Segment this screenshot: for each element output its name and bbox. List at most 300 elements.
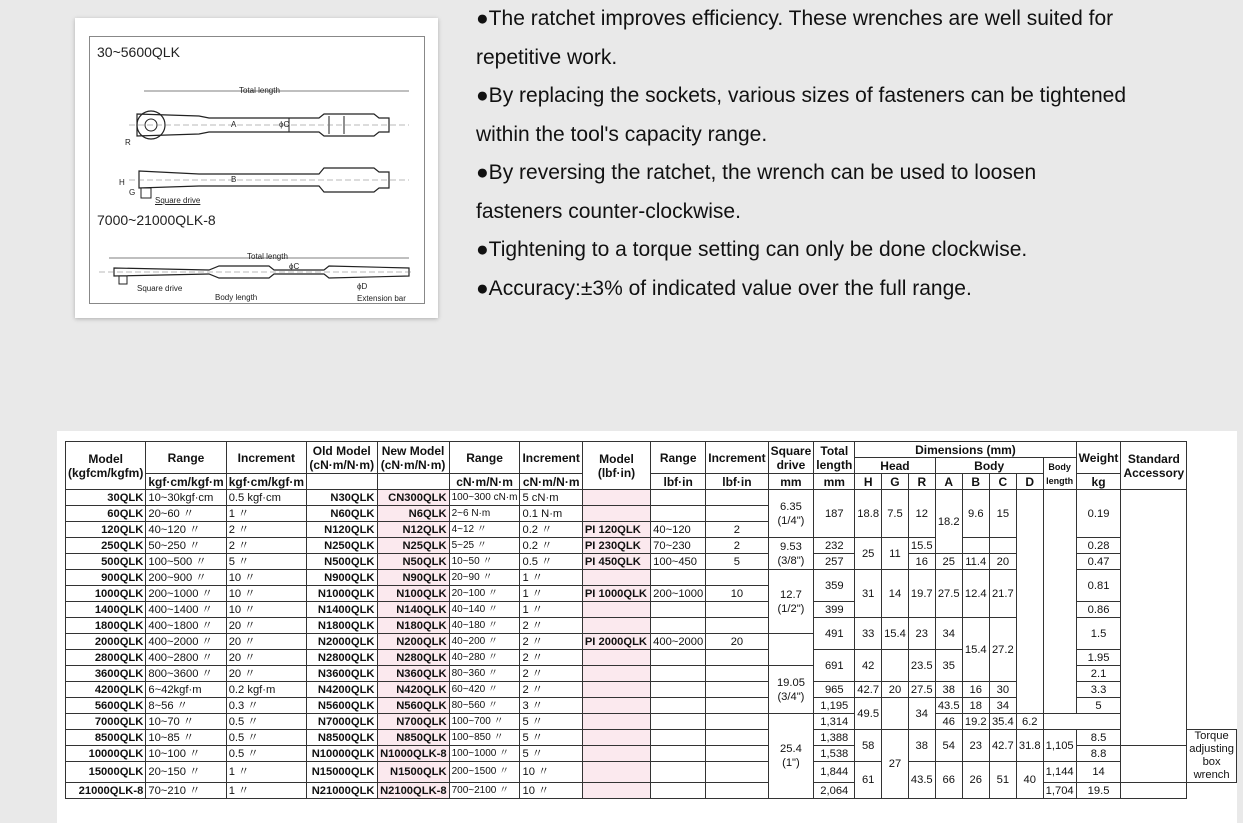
header-square-drive: Square drive bbox=[768, 442, 814, 474]
cell-b-blank bbox=[962, 538, 989, 554]
callout-c-2: ϕC bbox=[289, 262, 300, 271]
cell-increment-2: 2 〃 bbox=[520, 682, 582, 698]
cell-increment-2: 5 〃 bbox=[520, 730, 582, 746]
cell-range-2: 100~300 cN·m bbox=[449, 490, 520, 506]
cell-h: 33 bbox=[855, 618, 882, 650]
cell-lbf-range bbox=[651, 666, 706, 682]
cell-lbf-range bbox=[651, 730, 706, 746]
wrench-diagram-card bbox=[75, 18, 438, 318]
cell-total-length: 1,844 bbox=[814, 762, 855, 783]
cell-lbf-model bbox=[582, 746, 650, 762]
cell-lbf-model bbox=[582, 730, 650, 746]
cell-h: 31 bbox=[855, 570, 882, 618]
cell-total-length: 2,064 bbox=[814, 783, 855, 799]
header-body: Body bbox=[935, 458, 1043, 474]
cell-range: 10~70 〃 bbox=[146, 714, 226, 730]
cell-total-length: 257 bbox=[814, 554, 855, 570]
cell-weight: 8.5 bbox=[1076, 730, 1121, 746]
wrench-drawing bbox=[89, 36, 425, 304]
cell-total-length: 399 bbox=[814, 602, 855, 618]
cell-old-model: N15000QLK bbox=[307, 762, 377, 783]
callout-extension-bar: Extension bar bbox=[357, 294, 406, 303]
diagram-label-bottom: 7000~21000QLK-8 bbox=[97, 212, 216, 228]
cell-range: 800~3600 〃 bbox=[146, 666, 226, 682]
cell-c: 27.2 bbox=[989, 618, 1016, 682]
cell-lbf-inc bbox=[706, 650, 768, 666]
cell-lbf-inc: 10 bbox=[706, 586, 768, 602]
cell-r: 12 bbox=[908, 490, 935, 538]
cell-g: 14 bbox=[882, 570, 909, 618]
cell-new-model: N2100QLK-8 bbox=[377, 783, 449, 799]
cell-r: 43.5 bbox=[908, 762, 935, 799]
cell-c: 20 bbox=[989, 554, 1016, 570]
cell-range: 10~100 〃 bbox=[146, 746, 226, 762]
cell-increment-2: 10 〃 bbox=[520, 783, 582, 799]
cell-g: 11 bbox=[882, 538, 909, 570]
cell-h: 49.5 bbox=[855, 698, 882, 730]
cell-range: 6~42kgf·m bbox=[146, 682, 226, 698]
cell-lbf-range bbox=[651, 783, 706, 799]
header-accessory: Standard Accessory bbox=[1121, 442, 1187, 490]
cell-r: 38 bbox=[908, 730, 935, 762]
cell-h: 25 bbox=[855, 538, 882, 570]
bullet-line: ●The ratchet improves efficiency. These wrenches are well suited for bbox=[476, 7, 1114, 30]
feature-bullets bbox=[476, 0, 1216, 308]
cell-h: 58 bbox=[855, 730, 882, 762]
cell-increment: 2 〃 bbox=[226, 538, 306, 554]
cell-old-model: N120QLK bbox=[307, 522, 377, 538]
cell-h: 42 bbox=[855, 650, 882, 682]
cell-range: 10~30kgf·cm bbox=[146, 490, 226, 506]
cell-square-drive: 19.05 (3/4") bbox=[768, 666, 814, 714]
cell-range-2: 4~12 〃 bbox=[449, 522, 520, 538]
cell-increment: 1 〃 bbox=[226, 783, 306, 799]
cell-weight: 2.1 bbox=[1076, 666, 1121, 682]
cell-new-model: N560QLK bbox=[377, 698, 449, 714]
unit-weight: kg bbox=[1076, 474, 1121, 490]
cell-new-model: N25QLK bbox=[377, 538, 449, 554]
cell-increment-2: 2 〃 bbox=[520, 666, 582, 682]
cell-range: 50~250 〃 bbox=[146, 538, 226, 554]
cell-model: 1000QLK bbox=[66, 586, 146, 602]
cell-old-model: N900QLK bbox=[307, 570, 377, 586]
cell-range-2: 2~6 N·m bbox=[449, 506, 520, 522]
cell-increment: 10 〃 bbox=[226, 570, 306, 586]
cell-lbf-range bbox=[651, 762, 706, 783]
cell-range-2: 700~2100 〃 bbox=[449, 783, 520, 799]
cell-a: 54 bbox=[935, 730, 962, 762]
cell-increment-2: 0.2 〃 bbox=[520, 522, 582, 538]
cell-new-model: N140QLK bbox=[377, 602, 449, 618]
cell-model: 4200QLK bbox=[66, 682, 146, 698]
cell-body-length: 1,144 bbox=[1043, 762, 1076, 783]
cell-range-2: 40~140 〃 bbox=[449, 602, 520, 618]
cell-increment: 10 〃 bbox=[226, 602, 306, 618]
cell-range-2: 80~360 〃 bbox=[449, 666, 520, 682]
cell-model: 21000QLK-8 bbox=[66, 783, 146, 799]
cell-old-model: N30QLK bbox=[307, 490, 377, 506]
cell-b: 16 bbox=[962, 682, 989, 698]
cell-increment: 20 〃 bbox=[226, 666, 306, 682]
cell-new-model: N280QLK bbox=[377, 650, 449, 666]
callout-h: H bbox=[119, 178, 125, 187]
cell-r: 23.5 bbox=[908, 650, 935, 682]
cell-range-2: 60~420 〃 bbox=[449, 682, 520, 698]
cell-d: 40 bbox=[1016, 762, 1043, 799]
cell-h: 61 bbox=[855, 762, 882, 799]
cell-b: 15.4 bbox=[962, 618, 989, 682]
cell-r: 16 bbox=[908, 554, 935, 570]
callout-total-length: Total length bbox=[239, 86, 280, 95]
cell-lbf-range bbox=[651, 618, 706, 634]
cell-weight: 14 bbox=[1076, 762, 1121, 783]
header-r: R bbox=[908, 474, 935, 490]
cell-model: 5600QLK bbox=[66, 698, 146, 714]
cell-increment-2: 0.5 〃 bbox=[520, 554, 582, 570]
cell-total-length: 965 bbox=[814, 682, 855, 698]
header-a: A bbox=[935, 474, 962, 490]
header-increment-lbf: Increment bbox=[706, 442, 768, 474]
table-row bbox=[66, 730, 1237, 746]
cell-g: 15.4 bbox=[882, 618, 909, 650]
cell-r: 34 bbox=[908, 698, 935, 730]
cell-model: 1800QLK bbox=[66, 618, 146, 634]
cell-old-model: N5600QLK bbox=[307, 698, 377, 714]
cell-model: 3600QLK bbox=[66, 666, 146, 682]
cell-lbf-model: PI 2000QLK bbox=[582, 634, 650, 650]
header-total-length: Total length bbox=[814, 442, 855, 474]
cell-lbf-inc: 2 bbox=[706, 538, 768, 554]
cell-lbf-inc bbox=[706, 602, 768, 618]
cell-increment-2: 0.2 〃 bbox=[520, 538, 582, 554]
cell-lbf-range: 200~1000 bbox=[651, 586, 706, 602]
cell-range: 70~210 〃 bbox=[146, 783, 226, 799]
cell-range-2: 20~100 〃 bbox=[449, 586, 520, 602]
cell-total-length: 232 bbox=[814, 538, 855, 554]
cell-total-length: 1,388 bbox=[814, 730, 855, 746]
cell-old-model: N4200QLK bbox=[307, 682, 377, 698]
cell-lbf-inc bbox=[706, 666, 768, 682]
cell-lbf-inc bbox=[706, 783, 768, 799]
cell-lbf-range: 40~120 bbox=[651, 522, 706, 538]
cell-d: 31.8 bbox=[1016, 730, 1043, 762]
cell-lbf-range bbox=[651, 506, 706, 522]
cell-increment-2: 2 〃 bbox=[520, 618, 582, 634]
cell-lbf-model bbox=[582, 602, 650, 618]
header-d: D bbox=[1016, 474, 1043, 490]
cell-r: 19.7 bbox=[908, 570, 935, 618]
cell-new-model: N50QLK bbox=[377, 554, 449, 570]
cell-new-model: N100QLK bbox=[377, 586, 449, 602]
cell-range-2: 40~200 〃 bbox=[449, 634, 520, 650]
cell-model: 2000QLK bbox=[66, 634, 146, 650]
callout-c: ϕC bbox=[279, 120, 290, 129]
callout-square-drive: Square drive bbox=[155, 196, 201, 205]
cell-weight: 0.47 bbox=[1076, 554, 1121, 570]
cell-weight: 0.86 bbox=[1076, 602, 1121, 618]
cell-b: 19.2 bbox=[962, 714, 989, 730]
cell-c: 42.7 bbox=[989, 730, 1016, 762]
cell-accessory-blank bbox=[1121, 490, 1187, 746]
cell-model: 30QLK bbox=[66, 490, 146, 506]
header-old-model: Old Model (cN·m/N·m) bbox=[307, 442, 377, 474]
cell-total-length: 187 bbox=[814, 490, 855, 538]
cell-increment: 1 〃 bbox=[226, 762, 306, 783]
cell-lbf-range: 400~2000 bbox=[651, 634, 706, 650]
cell-new-model: N200QLK bbox=[377, 634, 449, 650]
cell-increment-2: 5 〃 bbox=[520, 714, 582, 730]
cell-old-model: N1400QLK bbox=[307, 602, 377, 618]
cell-model: 10000QLK bbox=[66, 746, 146, 762]
spec-table-card bbox=[57, 431, 1237, 823]
cell-lbf-range bbox=[651, 682, 706, 698]
cell-weight: 0.81 bbox=[1076, 570, 1121, 602]
callout-body-length: Body length bbox=[215, 293, 258, 302]
cell-lbf-inc bbox=[706, 618, 768, 634]
bullet-line: ●Accuracy:±3% of indicated value over the full range. bbox=[476, 276, 972, 300]
cell-old-model: N2000QLK bbox=[307, 634, 377, 650]
cell-range: 20~150 〃 bbox=[146, 762, 226, 783]
cell-new-model: N420QLK bbox=[377, 682, 449, 698]
cell-lbf-model bbox=[582, 682, 650, 698]
cell-model: 1400QLK bbox=[66, 602, 146, 618]
cell-new-model: N700QLK bbox=[377, 714, 449, 730]
cell-weight: 1.5 bbox=[1076, 618, 1121, 650]
cell-old-model: N60QLK bbox=[307, 506, 377, 522]
cell-increment-2: 2 〃 bbox=[520, 650, 582, 666]
cell-lbf-inc bbox=[706, 730, 768, 746]
cell-increment: 0.5 〃 bbox=[226, 746, 306, 762]
header-increment: Increment bbox=[226, 442, 306, 474]
cell-range-2: 100~850 〃 bbox=[449, 730, 520, 746]
wrench-diagram bbox=[89, 36, 425, 304]
cell-lbf-model bbox=[582, 506, 650, 522]
cell-increment: 20 〃 bbox=[226, 634, 306, 650]
cell-a: 18.2 bbox=[935, 490, 962, 554]
cell-lbf-model bbox=[582, 714, 650, 730]
cell-old-model: N3600QLK bbox=[307, 666, 377, 682]
cell-old-model: N1800QLK bbox=[307, 618, 377, 634]
cell-increment-2: 0.1 N·m bbox=[520, 506, 582, 522]
cell-lbf-model bbox=[582, 650, 650, 666]
bullet-line: fasteners counter-clockwise. bbox=[476, 199, 741, 223]
cell-square-drive: 6.35 (1/4") bbox=[768, 490, 814, 538]
cell-lbf-model bbox=[582, 618, 650, 634]
cell-r: 27.5 bbox=[908, 682, 935, 698]
header-b: B bbox=[962, 474, 989, 490]
cell-old-model: N7000QLK bbox=[307, 714, 377, 730]
cell-lbf-inc bbox=[706, 698, 768, 714]
cell-lbf-model bbox=[582, 783, 650, 799]
unit-total-length: mm bbox=[814, 474, 855, 490]
cell-old-model: N10000QLK bbox=[307, 746, 377, 762]
cell-lbf-inc bbox=[706, 714, 768, 730]
cell-lbf-range bbox=[651, 698, 706, 714]
cell-model: 120QLK bbox=[66, 522, 146, 538]
cell-range: 20~60 〃 bbox=[146, 506, 226, 522]
callout-a: A bbox=[231, 120, 237, 129]
cell-range-2: 80~560 〃 bbox=[449, 698, 520, 714]
callout-b: B bbox=[231, 175, 237, 184]
cell-old-model: N500QLK bbox=[307, 554, 377, 570]
cell-new-model: CN300QLK bbox=[377, 490, 449, 506]
cell-increment-2: 10 〃 bbox=[520, 762, 582, 783]
cell-weight: 0.28 bbox=[1076, 538, 1121, 554]
callout-r: R bbox=[125, 138, 131, 147]
cell-weight: 19.5 bbox=[1076, 783, 1121, 799]
cell-c: 35.4 bbox=[989, 714, 1016, 730]
cell-a: 34 bbox=[935, 618, 962, 650]
cell-lbf-range bbox=[651, 746, 706, 762]
unit-square-drive: mm bbox=[768, 474, 814, 490]
cell-model: 15000QLK bbox=[66, 762, 146, 783]
cell-increment: 0.5 〃 bbox=[226, 714, 306, 730]
cell-lbf-inc: 2 bbox=[706, 522, 768, 538]
unit-increment-2: cN·m/N·m bbox=[520, 474, 582, 490]
cell-c: 34 bbox=[989, 698, 1016, 714]
header-new-model: New Model (cN·m/N·m) bbox=[377, 442, 449, 474]
cell-increment-2: 5 〃 bbox=[520, 746, 582, 762]
cell-increment: 0.5 kgf·cm bbox=[226, 490, 306, 506]
cell-lbf-model: PI 230QLK bbox=[582, 538, 650, 554]
unit-range-2: cN·m/N·m bbox=[449, 474, 520, 490]
cell-increment-2: 1 〃 bbox=[520, 602, 582, 618]
cell-lbf-model bbox=[582, 490, 650, 506]
cell-b: 11.4 bbox=[962, 554, 989, 570]
cell-body-length-blank bbox=[1043, 490, 1076, 714]
cell-c: 21.7 bbox=[989, 570, 1016, 618]
cell-increment: 0.3 〃 bbox=[226, 698, 306, 714]
bullet-line: ●By replacing the sockets, various sizes of fasteners can be tightened bbox=[476, 84, 1127, 107]
spec-table bbox=[65, 441, 1237, 799]
cell-increment: 1 〃 bbox=[226, 506, 306, 522]
cell-h: 42.7 bbox=[855, 682, 882, 698]
cell-increment-2: 1 〃 bbox=[520, 586, 582, 602]
cell-lbf-model bbox=[582, 570, 650, 586]
cell-g: 27 bbox=[882, 730, 909, 799]
cell-accessory-blank bbox=[1121, 783, 1187, 799]
header-range: Range bbox=[146, 442, 226, 474]
cell-a: 46 bbox=[935, 714, 962, 730]
cell-increment: 0.5 〃 bbox=[226, 730, 306, 746]
cell-lbf-inc bbox=[706, 762, 768, 783]
cell-new-model: N180QLK bbox=[377, 618, 449, 634]
cell-increment-2: 3 〃 bbox=[520, 698, 582, 714]
cell-range: 8~56 〃 bbox=[146, 698, 226, 714]
cell-old-model: N1000QLK bbox=[307, 586, 377, 602]
bullet-line: repetitive work. bbox=[476, 45, 618, 69]
callout-total-length-2: Total length bbox=[247, 252, 288, 261]
cell-increment-2: 1 〃 bbox=[520, 570, 582, 586]
cell-b: 12.4 bbox=[962, 570, 989, 618]
cell-r: 23 bbox=[908, 618, 935, 650]
cell-model: 500QLK bbox=[66, 554, 146, 570]
cell-lbf-model: PI 1000QLK bbox=[582, 586, 650, 602]
cell-increment: 20 〃 bbox=[226, 650, 306, 666]
cell-range: 400~2800 〃 bbox=[146, 650, 226, 666]
header-head: Head bbox=[855, 458, 935, 474]
cell-old-model: N21000QLK bbox=[307, 783, 377, 799]
cell-increment: 2 〃 bbox=[226, 522, 306, 538]
unit-range: kgf·cm/kgf·m bbox=[146, 474, 226, 490]
cell-old-model: N2800QLK bbox=[307, 650, 377, 666]
cell-c-blank bbox=[989, 538, 1016, 554]
header-range-2: Range bbox=[449, 442, 520, 474]
cell-range: 400~1800 〃 bbox=[146, 618, 226, 634]
cell-body-length: 1,704 bbox=[1043, 783, 1076, 799]
callout-d: ϕD bbox=[357, 282, 368, 291]
cell-lbf-model: PI 450QLK bbox=[582, 554, 650, 570]
cell-increment-2: 2 〃 bbox=[520, 634, 582, 650]
header-g: G bbox=[882, 474, 909, 490]
cell-model: 7000QLK bbox=[66, 714, 146, 730]
bullet-line: within the tool's capacity range. bbox=[476, 122, 768, 146]
cell-weight: 5 bbox=[1076, 698, 1121, 714]
callout-square-drive-2: Square drive bbox=[137, 284, 183, 293]
cell-weight: 6.2 bbox=[1016, 714, 1043, 730]
cell-lbf-range bbox=[651, 714, 706, 730]
cell-g: 20 bbox=[882, 682, 909, 698]
cell-range: 40~120 〃 bbox=[146, 522, 226, 538]
cell-lbf-inc bbox=[706, 490, 768, 506]
cell-r: 15.5 bbox=[908, 538, 935, 554]
cell-range-2: 5~25 〃 bbox=[449, 538, 520, 554]
cell-range: 10~85 〃 bbox=[146, 730, 226, 746]
cell-model: 900QLK bbox=[66, 570, 146, 586]
cell-range-2: 10~50 〃 bbox=[449, 554, 520, 570]
cell-increment: 20 〃 bbox=[226, 618, 306, 634]
cell-range-2: 100~1000 〃 bbox=[449, 746, 520, 762]
cell-range: 200~1000 〃 bbox=[146, 586, 226, 602]
cell-total-length: 1,314 bbox=[814, 714, 855, 730]
cell-lbf-inc: 20 bbox=[706, 634, 768, 650]
cell-range: 100~500 〃 bbox=[146, 554, 226, 570]
cell-lbf-range: 70~230 bbox=[651, 538, 706, 554]
cell-weight: 8.8 bbox=[1076, 746, 1121, 762]
cell-new-model: N90QLK bbox=[377, 570, 449, 586]
cell-b: 9.6 bbox=[962, 490, 989, 538]
cell-a: 38 bbox=[935, 682, 962, 698]
cell-increment: 10 〃 bbox=[226, 586, 306, 602]
header-increment-2: Increment bbox=[520, 442, 582, 474]
table-row bbox=[66, 714, 1237, 730]
unit-new-blank bbox=[377, 474, 449, 490]
header-c: C bbox=[989, 474, 1016, 490]
header-h: H bbox=[855, 474, 882, 490]
cell-square-drive-blank bbox=[768, 634, 814, 666]
cell-weight: 1.95 bbox=[1076, 650, 1121, 666]
cell-g: 7.5 bbox=[882, 490, 909, 538]
unit-range-lbf: lbf·in bbox=[651, 474, 706, 490]
callout-g: G bbox=[129, 188, 136, 197]
header-dimensions: Dimensions (mm) bbox=[855, 442, 1076, 458]
cell-lbf-inc bbox=[706, 570, 768, 586]
cell-square-drive: 12.7 (1/2") bbox=[768, 570, 814, 634]
cell-lbf-inc bbox=[706, 746, 768, 762]
table-row bbox=[66, 783, 1237, 799]
cell-b: 23 bbox=[962, 730, 989, 762]
cell-range-2: 40~280 〃 bbox=[449, 650, 520, 666]
cell-new-model: N12QLK bbox=[377, 522, 449, 538]
cell-model: 60QLK bbox=[66, 506, 146, 522]
cell-new-model: N1000QLK-8 bbox=[377, 746, 449, 762]
cell-lbf-inc: 5 bbox=[706, 554, 768, 570]
cell-total-length: 491 bbox=[814, 618, 855, 650]
cell-weight: 3.3 bbox=[1076, 682, 1121, 698]
cell-weight: 0.19 bbox=[1076, 490, 1121, 538]
cell-model: 250QLK bbox=[66, 538, 146, 554]
cell-c: 30 bbox=[989, 682, 1016, 698]
